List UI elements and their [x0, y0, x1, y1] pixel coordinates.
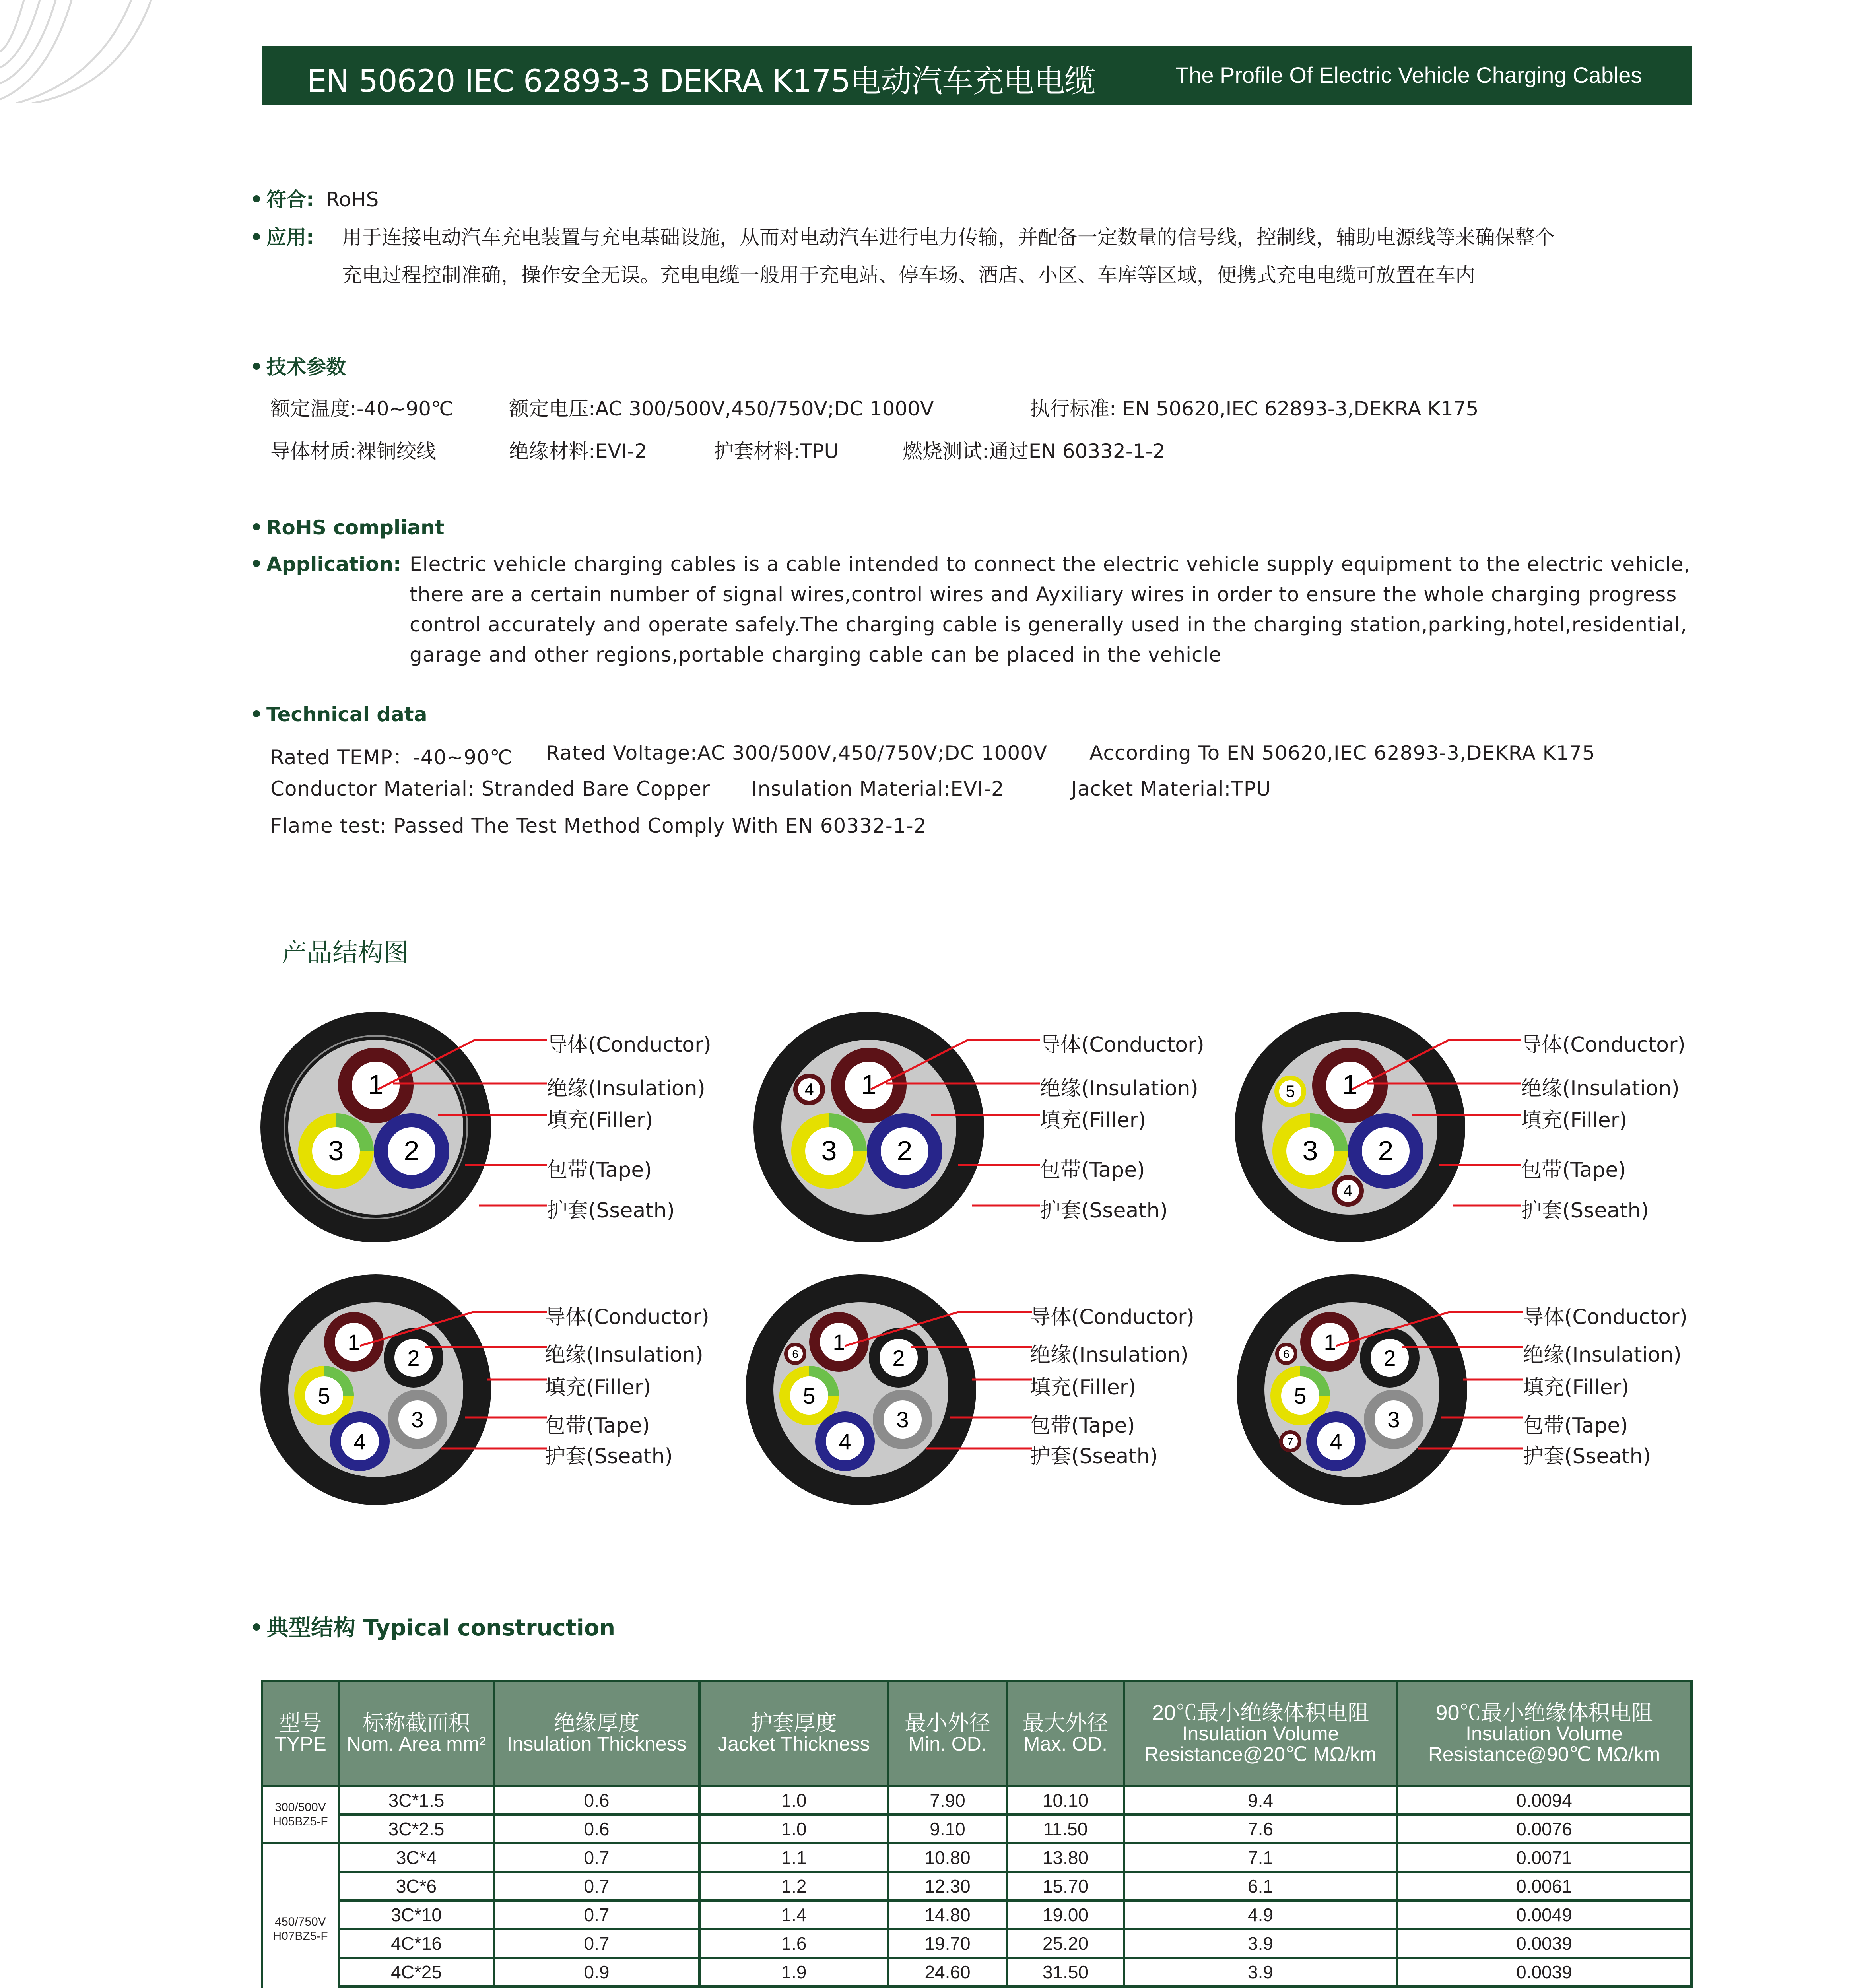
table-cell: 19.00 [1007, 1901, 1124, 1929]
table-cell: 1.0 [699, 1786, 888, 1815]
table-cell: 0.0076 [1397, 1815, 1691, 1843]
table-cell: 0.7 [494, 1843, 699, 1872]
cn-comply-line [253, 184, 379, 212]
cn-application-line [253, 221, 314, 250]
table-header-row [262, 1681, 1691, 1786]
cn-tech-conductor: 导体材质:裸铜绞线 [270, 440, 436, 463]
header-resistance-20: 20℃最小绝缘体积电阻 Insulation Volume Resistance@20℃ MΩ/km [1124, 1681, 1397, 1786]
en-tech-jacket: Jacket Material:TPU [1071, 777, 1271, 800]
header-max-od: 最大外径 Max. OD. [1007, 1681, 1124, 1786]
table-cell: 1.6 [699, 1929, 888, 1958]
core-label: 5 [1294, 1383, 1307, 1408]
label-sheath: 护套(Sseath) [1040, 1199, 1168, 1223]
bullet-icon [253, 363, 260, 370]
table-cell: 9.10 [888, 1815, 1007, 1843]
core-label: 4 [1330, 1429, 1342, 1454]
table-cell: 9.4 [1124, 1786, 1397, 1815]
table-cell: 1.0 [699, 1815, 888, 1843]
en-tech-voltage: Rated Voltage:AC 300/500V,450/750V;DC 1000V [546, 742, 1048, 765]
label-tape: 包带(Tape) [1523, 1414, 1628, 1438]
table-cell [1124, 1986, 1397, 1988]
label-sheath: 护套(Sseath) [1523, 1444, 1651, 1468]
table-cell: 1.4 [699, 1901, 888, 1929]
label-insulation: 绝缘(Insulation) [545, 1343, 703, 1367]
table-cell: 0.0094 [1397, 1786, 1691, 1815]
label-sheath: 护套(Sseath) [547, 1199, 675, 1223]
table-row [262, 1986, 1691, 1988]
header-jacket: 护套厚度 Jacket Thickness [699, 1681, 888, 1786]
table-cell: 0.7 [494, 1929, 699, 1958]
label-filler: 填充(Filler) [1521, 1109, 1627, 1132]
en-tech-title: Technical data [266, 703, 427, 726]
table-cell: 0.6 [494, 1786, 699, 1815]
table-cell [494, 1986, 699, 1988]
label-tape: 包带(Tape) [1521, 1158, 1626, 1182]
label-sheath: 护套(Sseath) [1521, 1199, 1649, 1223]
table-cell: 10.10 [1007, 1786, 1124, 1815]
table-cell [339, 1986, 494, 1988]
en-application-label: Application: [266, 553, 401, 576]
table-cell: 7.1 [1124, 1843, 1397, 1872]
table-row [262, 1843, 1691, 1872]
table-cell: 10.80 [888, 1843, 1007, 1872]
table-cell: 6.1 [1124, 1872, 1397, 1901]
label-insulation: 绝缘(Insulation) [1040, 1077, 1198, 1101]
en-tech-standard: According To EN 50620,IEC 62893-3,DEKRA K175 [1089, 742, 1595, 765]
header-resistance-90: 90℃最小绝缘体积电阻 Insulation Volume Resistance@90℃ MΩ/km [1397, 1681, 1691, 1786]
table-cell: 0.7 [494, 1872, 699, 1901]
table-cell: 0.0039 [1397, 1958, 1691, 1986]
label-filler: 填充(Filler) [545, 1376, 651, 1400]
header-type: 型号 TYPE [262, 1681, 339, 1786]
core-label: 5 [803, 1383, 816, 1408]
table-cell: 12.30 [888, 1872, 1007, 1901]
label-tape: 包带(Tape) [547, 1158, 652, 1182]
en-tech-title-line [253, 703, 427, 726]
header-insulation: 绝缘厚度 Insulation Thickness [494, 1681, 699, 1786]
core-label: 2 [892, 1345, 905, 1371]
cn-tech-title-line [253, 351, 346, 380]
label-filler: 填充(Filler) [1523, 1376, 1629, 1400]
cn-application-text-1: 用于连接电动汽车充电装置与充电基础设施，从而对电动汽车进行电力传输，并配备一定数量的信号线，控制线，辅助电源线等来确保整个 [342, 226, 1555, 249]
table-cell: 7.90 [888, 1786, 1007, 1815]
label-insulation: 绝缘(Insulation) [1521, 1077, 1680, 1101]
label-tape: 包带(Tape) [1030, 1414, 1135, 1438]
table-cell: 25.20 [1007, 1929, 1124, 1958]
label-sheath: 护套(Sseath) [545, 1444, 673, 1468]
table-row [262, 1958, 1691, 1986]
core-label: 1 [1342, 1069, 1358, 1100]
core-label: 1 [861, 1069, 877, 1100]
label-filler: 填充(Filler) [1040, 1109, 1146, 1132]
core-label: 4 [804, 1080, 814, 1099]
cn-tech-temp: 额定温度:-40~90℃ [270, 397, 454, 420]
en-application-text-4: garage and other regions,portable charging cable can be placed in the vehicle [410, 643, 1222, 666]
en-application-text-2: there are a certain number of signal wires,control wires and Ayxiliary wires in order to ensure the whole charging progress [410, 583, 1677, 606]
en-rohs-line [253, 516, 445, 539]
table-cell [1397, 1986, 1691, 1988]
core-label: 4 [353, 1429, 366, 1454]
table-cell: 19.70 [888, 1929, 1007, 1958]
core-label: 4 [839, 1429, 851, 1454]
table-cell: 3C*4 [339, 1843, 494, 1872]
cn-tech-standard: 执行标准: EN 50620,IEC 62893-3,DEKRA K175 [1030, 397, 1479, 420]
bullet-icon [253, 710, 260, 717]
table-cell: 11.50 [1007, 1815, 1124, 1843]
label-insulation: 绝缘(Insulation) [547, 1077, 705, 1101]
table-cell: 3C*2.5 [339, 1815, 494, 1843]
table-cell: 31.50 [1007, 1958, 1124, 1986]
cn-tech-insulation: 绝缘材料:EVI-2 [509, 440, 647, 463]
label-conductor: 导体(Conductor) [1040, 1033, 1204, 1057]
table-cell [1007, 1986, 1124, 1988]
label-conductor: 导体(Conductor) [1523, 1305, 1688, 1329]
core-label: 6 [792, 1348, 798, 1360]
label-insulation: 绝缘(Insulation) [1030, 1343, 1188, 1367]
table-cell: 4.9 [1124, 1901, 1397, 1929]
table-cell: 1.9 [699, 1958, 888, 1986]
label-conductor: 导体(Conductor) [1521, 1033, 1686, 1057]
core-label: 3 [896, 1407, 909, 1432]
table-row [262, 1872, 1691, 1901]
table-cell: 3C*10 [339, 1901, 494, 1929]
table-cell: 0.9 [494, 1958, 699, 1986]
table-cell: 0.0061 [1397, 1872, 1691, 1901]
cn-tech-voltage: 额定电压:AC 300/500V,450/750V;DC 1000V [509, 397, 934, 420]
table-cell: 3C*1.5 [339, 1786, 494, 1815]
typical-title: 典型结构 Typical construction [266, 1615, 616, 1641]
label-conductor: 导体(Conductor) [547, 1033, 711, 1057]
core-label: 5 [318, 1383, 330, 1408]
table-cell: 1.2 [699, 1872, 888, 1901]
en-rohs-text: RoHS compliant [266, 516, 445, 539]
en-application-line [253, 553, 401, 576]
bullet-icon [253, 1623, 260, 1631]
label-conductor: 导体(Conductor) [1030, 1305, 1194, 1329]
table-body [262, 1786, 1691, 1988]
core-label: 3 [1387, 1407, 1400, 1432]
core-label: 1 [1324, 1330, 1336, 1355]
en-tech-temp: Rated TEMP：-40~90℃ [270, 746, 513, 769]
label-tape: 包带(Tape) [1040, 1158, 1145, 1182]
table-cell: 0.0049 [1397, 1901, 1691, 1929]
table-row [262, 1815, 1691, 1843]
cn-tech-jacket: 护套材料:TPU [714, 440, 839, 463]
core-label: 1 [368, 1069, 384, 1100]
label-tape: 包带(Tape) [545, 1414, 650, 1438]
typical-title-line [253, 1610, 615, 1642]
core-label: 3 [328, 1135, 344, 1166]
type-cell: 450/750V H07BZ5-F [262, 1843, 339, 1988]
table-cell: 3.9 [1124, 1929, 1397, 1958]
cn-tech-flame: 燃烧测试:通过EN 60332-1-2 [903, 440, 1165, 463]
table-cell: 7.6 [1124, 1815, 1397, 1843]
table-cell: 13.80 [1007, 1843, 1124, 1872]
core-label: 2 [897, 1135, 913, 1166]
en-application-text-3: control accurately and operate safely.The charging cable is generally used in the charging station,parking,hotel,residential, [410, 613, 1688, 636]
table-cell: 3C*6 [339, 1872, 494, 1901]
header-title-en: The Profile Of Electric Vehicle Charging Cables [1175, 62, 1642, 87]
table-cell: 4C*25 [339, 1958, 494, 1986]
core-label: 5 [1286, 1082, 1295, 1101]
table-cell: 0.6 [494, 1815, 699, 1843]
core-label: 1 [833, 1330, 845, 1355]
table-cell: 4C*16 [339, 1929, 494, 1958]
cn-application-text-2: 充电过程控制准确，操作安全无误。充电电缆一般用于充电站、停车场、酒店、小区、车库等区域，便携式充电电缆可放置在车内 [342, 264, 1475, 287]
bullet-icon [253, 233, 260, 240]
core-label: 2 [1383, 1345, 1396, 1371]
core-label: 2 [407, 1345, 420, 1371]
label-filler: 填充(Filler) [1030, 1376, 1136, 1400]
en-tech-flame: Flame test: Passed The Test Method Comply With EN 60332-1-2 [270, 814, 927, 837]
table-row [262, 1929, 1691, 1958]
table-row [262, 1786, 1691, 1815]
core-label: 7 [1287, 1435, 1293, 1448]
header-area: 标称截面积 Nom. Area mm² [339, 1681, 494, 1786]
table-cell: 3.9 [1124, 1958, 1397, 1986]
table-row [262, 1901, 1691, 1929]
core-label: 2 [1378, 1135, 1394, 1166]
label-conductor: 导体(Conductor) [545, 1305, 709, 1329]
core-label: 3 [1302, 1135, 1318, 1166]
header-min-od: 最小外径 Min. OD. [888, 1681, 1007, 1786]
table-cell [699, 1986, 888, 1988]
cn-application-label: 应用: [266, 226, 314, 249]
table-cell: 14.80 [888, 1901, 1007, 1929]
core-label: 3 [821, 1135, 837, 1166]
en-tech-conductor: Conductor Material: Stranded Bare Copper [270, 777, 711, 800]
table-cell: 0.0071 [1397, 1843, 1691, 1872]
bullet-icon [253, 523, 260, 530]
en-tech-insulation: Insulation Material:EVI-2 [752, 777, 1004, 800]
spec-table [261, 1680, 1693, 1988]
core-label: 2 [404, 1135, 419, 1166]
label-insulation: 绝缘(Insulation) [1523, 1343, 1682, 1367]
core-label: 1 [348, 1330, 360, 1355]
label-sheath: 护套(Sseath) [1030, 1444, 1158, 1468]
type-cell: 300/500V H05BZ5-F [262, 1786, 339, 1843]
header-title-cn: EN 50620 IEC 62893-3 DEKRA K175电动汽车充电电缆 [307, 64, 1095, 99]
table-cell: 24.60 [888, 1958, 1007, 1986]
core-label: 3 [411, 1407, 424, 1432]
header-bar [262, 46, 1692, 105]
cn-comply-label: 符合: [266, 188, 314, 211]
cn-comply-value: RoHS [326, 188, 379, 211]
table-cell: 15.70 [1007, 1872, 1124, 1901]
bullet-icon [253, 560, 260, 567]
table-cell [888, 1986, 1007, 1988]
table-cell: 0.7 [494, 1901, 699, 1929]
table-cell: 1.1 [699, 1843, 888, 1872]
core-label: 4 [1343, 1181, 1353, 1200]
core-label: 6 [1283, 1348, 1289, 1360]
table-cell: 0.0039 [1397, 1929, 1691, 1958]
corner-decoration [0, 0, 159, 103]
structure-title: 产品结构图 [282, 938, 409, 968]
en-application-text-1: Electric vehicle charging cables is a cable intended to connect the electric vehicle supply equipment to the electric vehicle, [410, 553, 1691, 576]
label-filler: 填充(Filler) [547, 1109, 653, 1132]
cn-tech-title: 技术参数 [266, 355, 346, 379]
bullet-icon [253, 195, 260, 202]
